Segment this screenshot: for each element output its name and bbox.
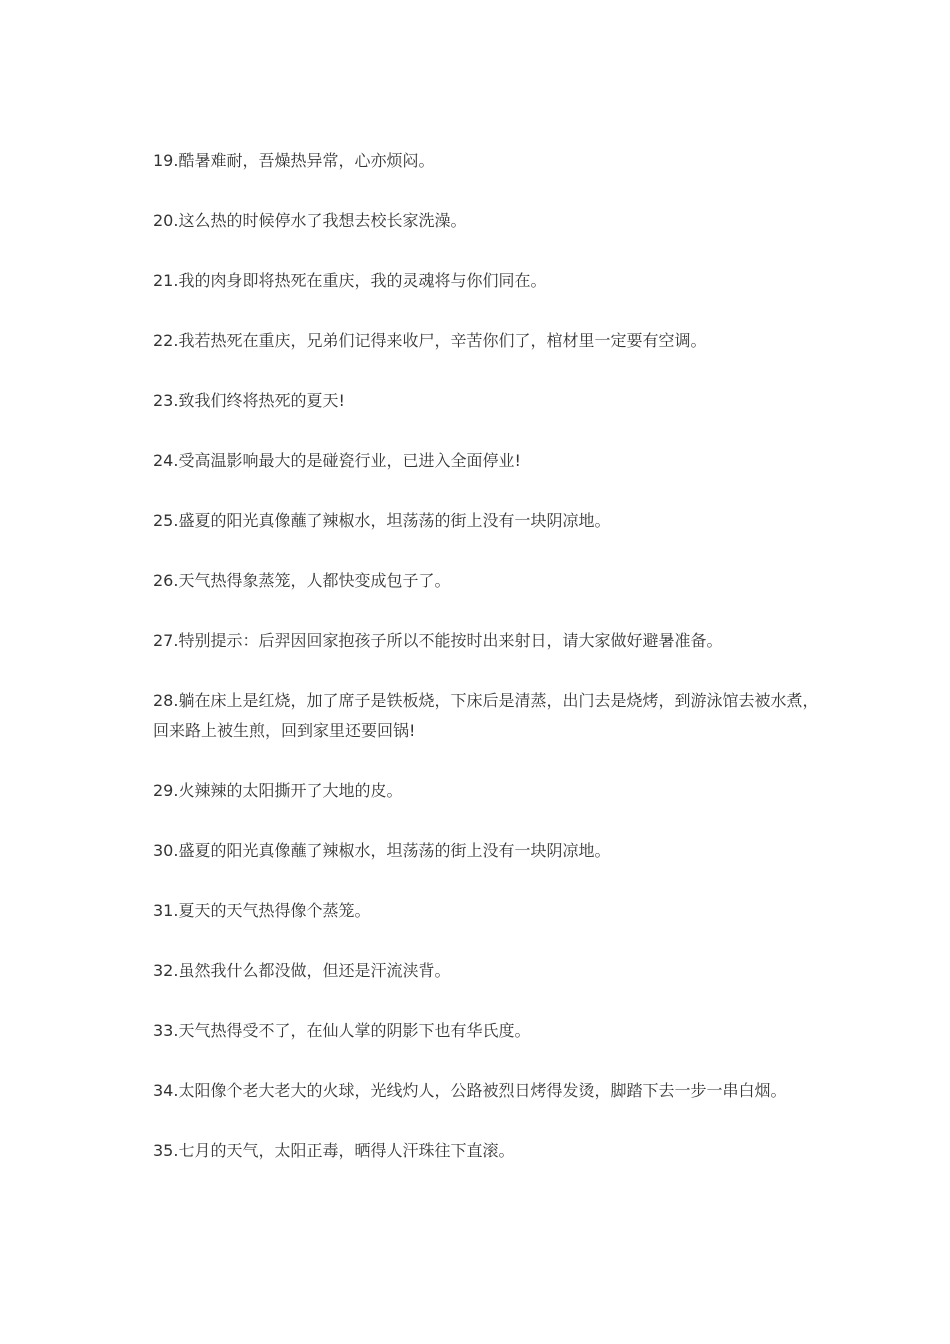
text-list <box>153 146 833 1196</box>
text-line: 27.特别提示：后羿因回家抱孩子所以不能按时出来射日，请大家做好避暑准备。 <box>153 631 723 650</box>
text-line: 34.太阳像个老大老大的火球，光线灼人，公路被烈日烤得发烫，脚踏下去一步一串白烟。 <box>153 1081 787 1100</box>
text-line: 26.天气热得象蒸笼，人都快变成包子了。 <box>153 571 451 590</box>
text-line: 21.我的肉身即将热死在重庆，我的灵魂将与你们同在。 <box>153 271 547 290</box>
text-line: 22.我若热死在重庆，兄弟们记得来收尸，辛苦你们了，棺材里一定要有空调。 <box>153 331 707 350</box>
text-line: 20.这么热的时候停水了我想去校长家洗澡。 <box>153 211 467 230</box>
text-line: 30.盛夏的阳光真像蘸了辣椒水，坦荡荡的街上没有一块阴凉地。 <box>153 841 611 860</box>
text-line: 29.火辣辣的太阳撕开了大地的皮。 <box>153 781 403 800</box>
text-line: 28.躺在床上是红烧，加了席子是铁板烧，下床后是清蒸，出门去是烧烤，到游泳馆去被水煮，回来路上被生煎，回到家里还要回锅! <box>153 691 819 740</box>
text-line: 25.盛夏的阳光真像蘸了辣椒水，坦荡荡的街上没有一块阴凉地。 <box>153 511 611 530</box>
text-line: 32.虽然我什么都没做，但还是汗流浃背。 <box>153 961 451 980</box>
text-line: 23.致我们终将热死的夏天! <box>153 391 345 410</box>
text-line: 19.酷暑难耐，吾燥热异常，心亦烦闷。 <box>153 151 435 170</box>
text-line: 35.七月的天气，太阳正毒，晒得人汗珠往下直滚。 <box>153 1141 515 1160</box>
text-line: 24.受高温影响最大的是碰瓷行业，已进入全面停业! <box>153 451 521 470</box>
text-line: 33.天气热得受不了，在仙人掌的阴影下也有华氏度。 <box>153 1021 531 1040</box>
text-line: 31.夏天的天气热得像个蒸笼。 <box>153 901 371 920</box>
